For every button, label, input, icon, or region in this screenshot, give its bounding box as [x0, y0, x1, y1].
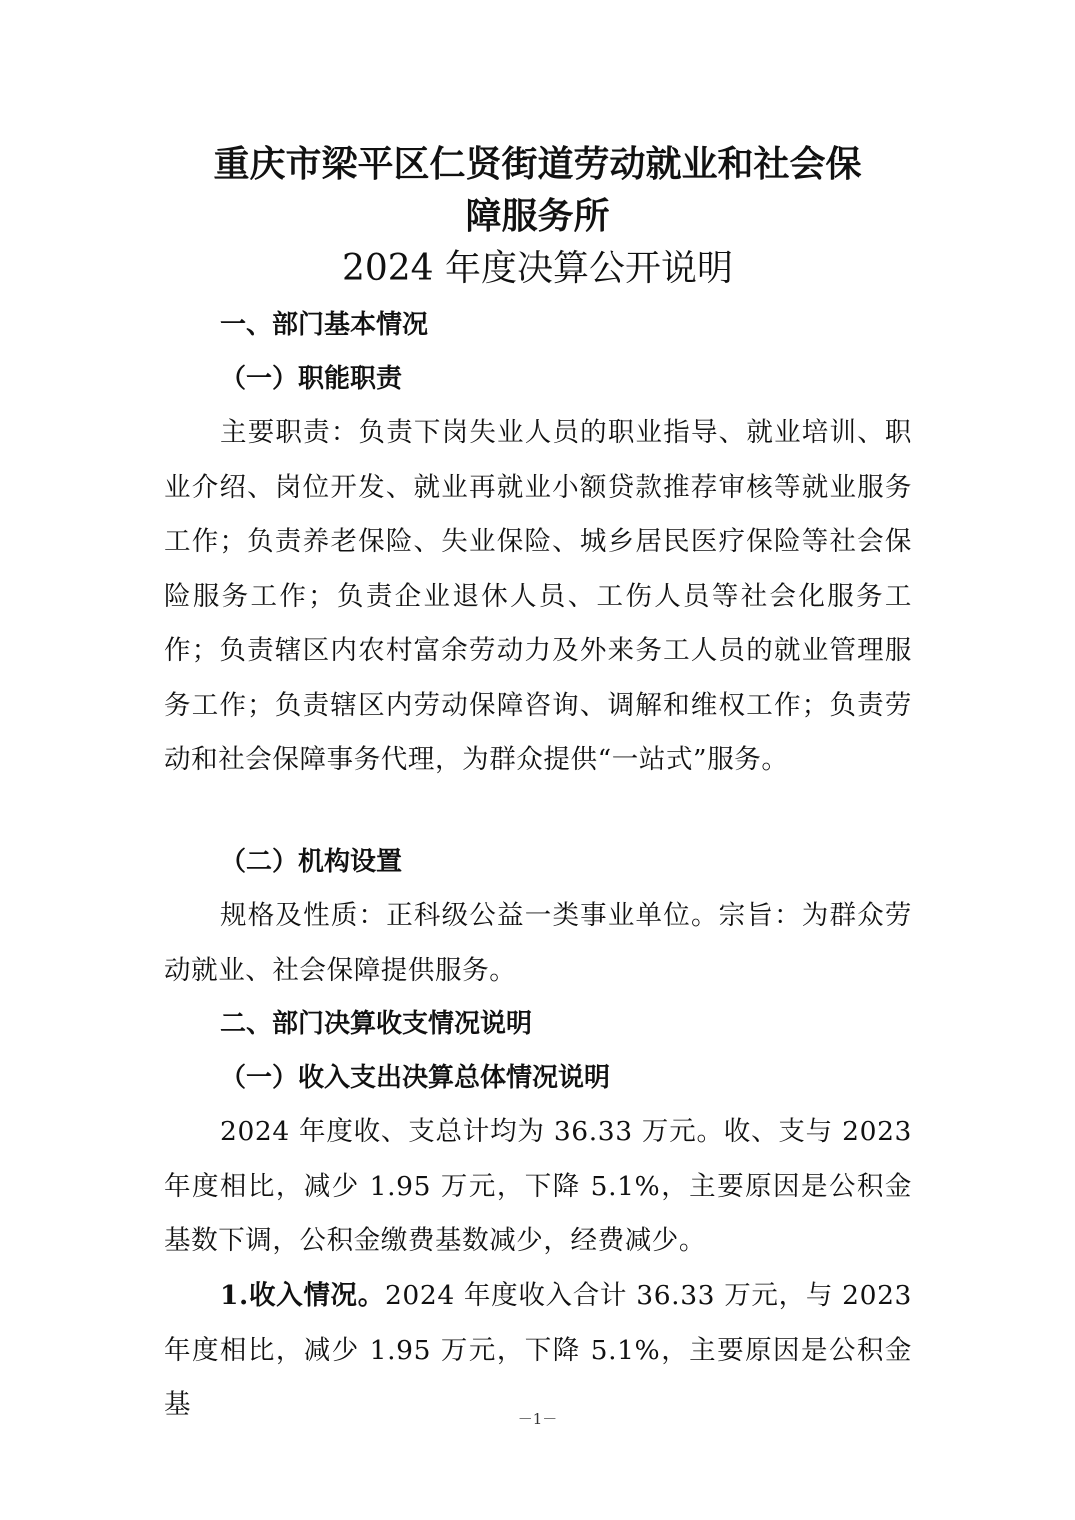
document-title-line-2: 障服务所 [465, 195, 610, 237]
section-heading-budget: 二、部门决算收支情况说明 [220, 1009, 533, 1039]
paragraph-organization: 规格及性质：正科级公益一类事业单位。宗旨：为群众劳动就业、社会保障提供服务。 [164, 900, 912, 986]
subheading-functions: （一）职能职责 [220, 364, 403, 394]
document-title-line-1: 重庆市梁平区仁贤街道劳动就业和社会保 [213, 143, 862, 185]
document-title-line-3: 2024 年度决算公开说明 [341, 248, 734, 289]
page-number: －1－ [517, 1410, 558, 1428]
section-heading-basic-info: 一、部门基本情况 [220, 310, 429, 340]
subheading-income-expense-overview: （一）收入支出决算总体情况说明 [220, 1063, 611, 1093]
paragraph-functions: 主要职责：负责下岗失业人员的职业指导、就业培训、职业介绍、岗位开发、就业再就业小额贷款推荐审核等就业服务工作；负责养老保险、失业保险、城乡居民医疗保险等社会保险服务工作；负责企业退休人员、工伤人员等社会化服务工作；负责辖区内农村富余劳动力及外来务工人员的就业管理服务工作；负责辖区内劳动保障咨询、调解和维权工作；负责劳动和社会保障事务代理，为群众提供“一站式”服务。 [164, 417, 912, 775]
income-text: 2024 年度收入合计 36.33 万元，与 2023 年度相比，减少 1.95 万元，下降 5.1%，主要原因是公积金基 [164, 1280, 912, 1420]
paragraph-income-expense-overview: 2024 年度收、支总计均为 36.33 万元。收、支与 2023 年度相比，减少 1.95 万元，下降 5.1%，主要原因是公积金基数下调，公积金缴费基数减少，经费减少。 [164, 1116, 912, 1256]
income-label: 1.收入情况。 [220, 1280, 385, 1311]
subheading-organization: （二）机构设置 [220, 847, 403, 877]
